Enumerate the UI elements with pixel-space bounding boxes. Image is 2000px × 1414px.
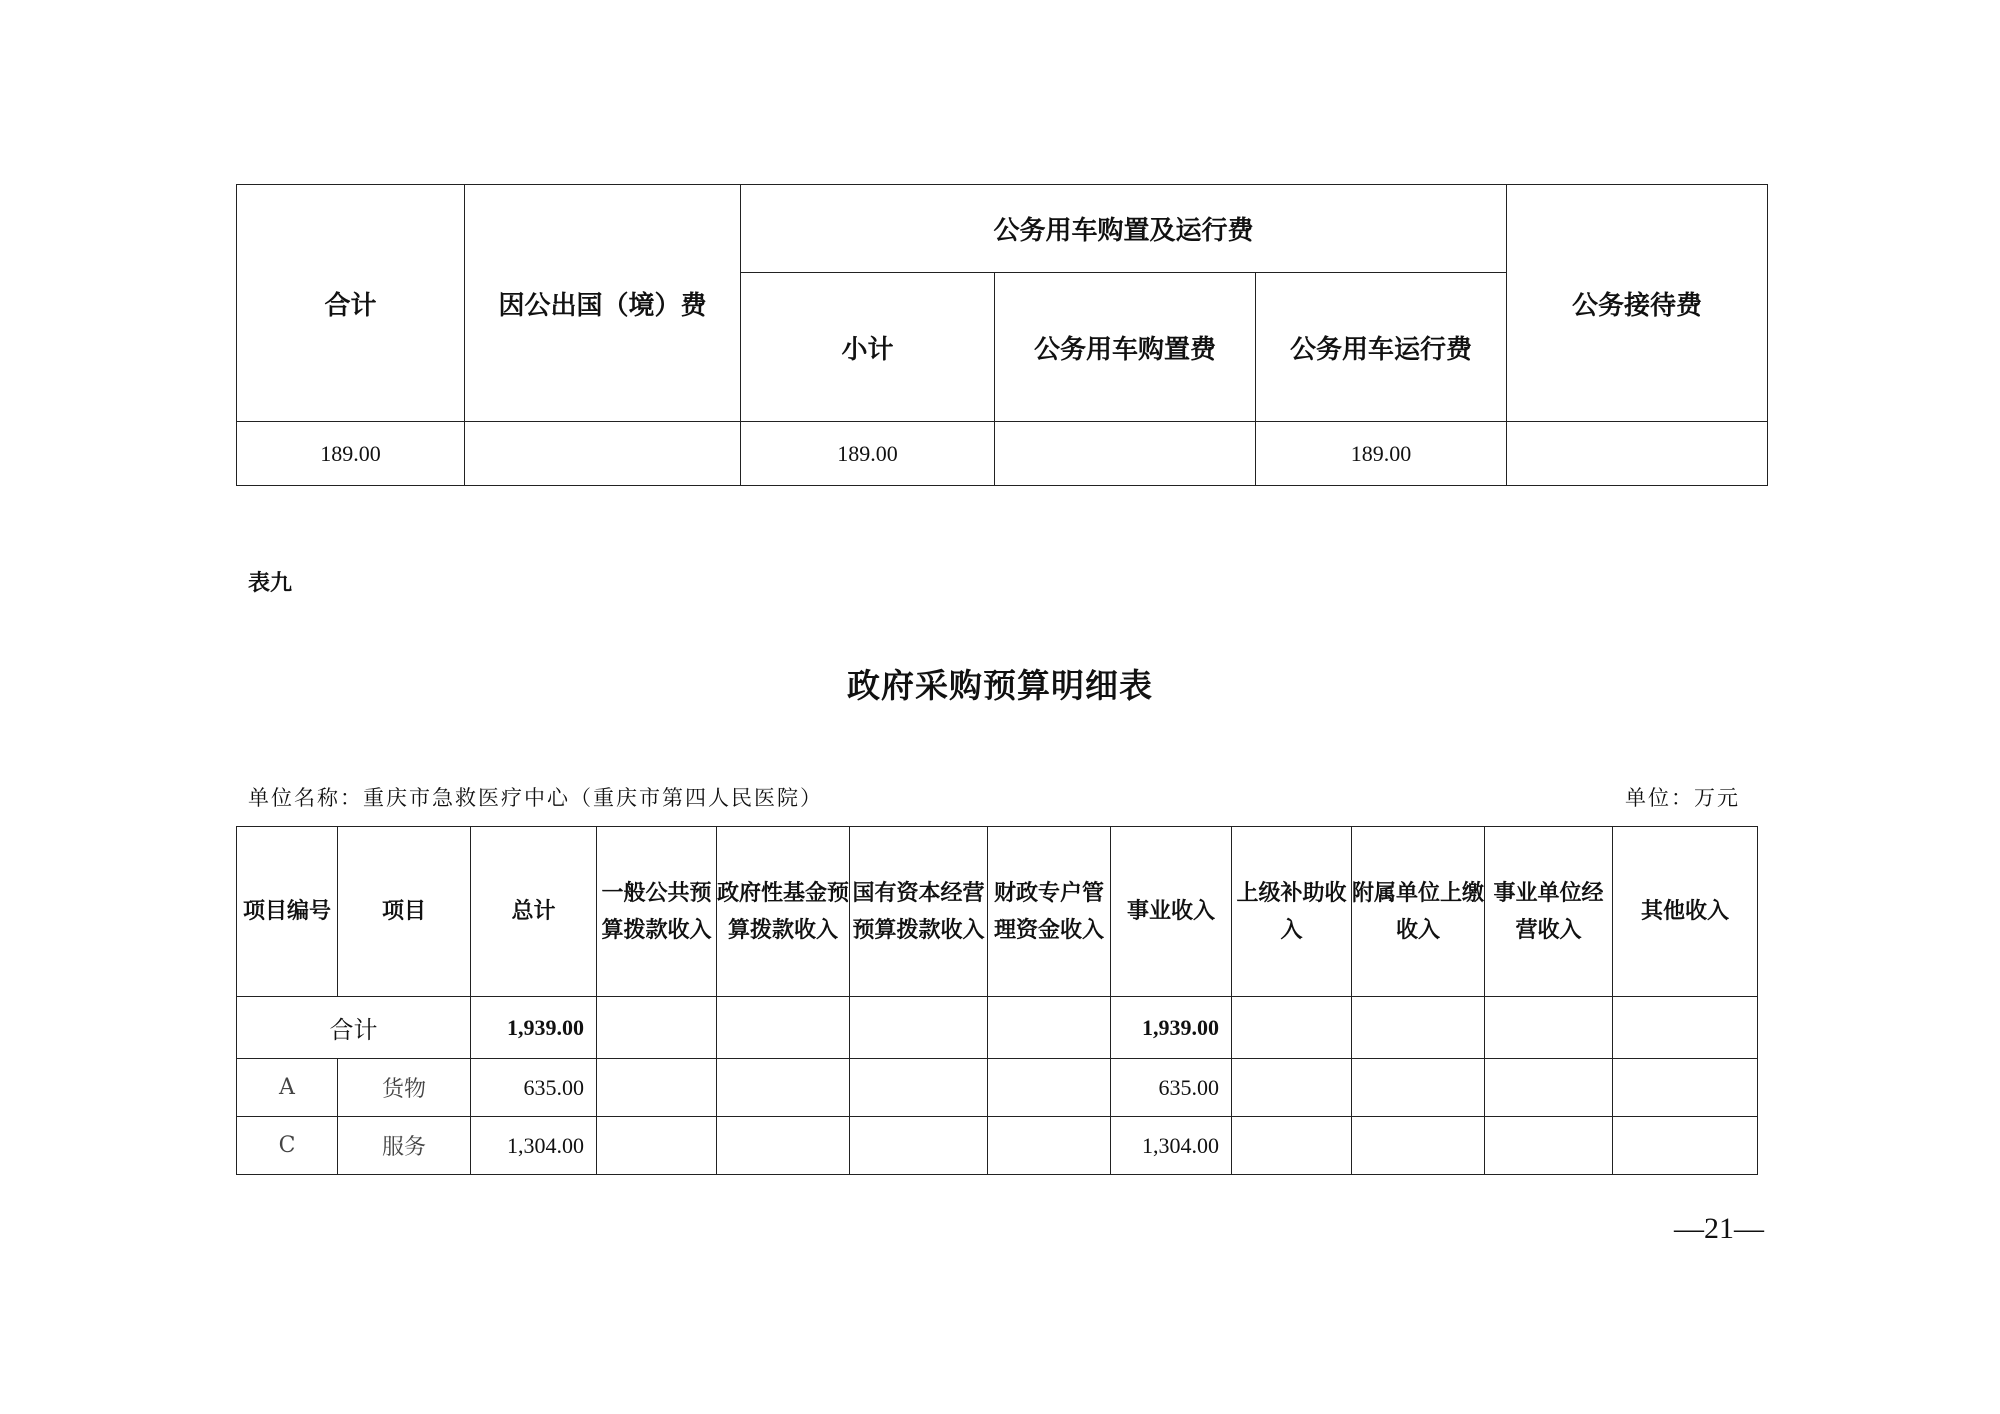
header-code: 项目编号 — [237, 827, 338, 997]
header-state-capital: 国有资本经营预算拨款收入 — [850, 827, 988, 997]
page-title: 政府采购预算明细表 — [847, 666, 1153, 705]
unit-name: 单位名称：重庆市急救医疗中心（重庆市第四人民医院） — [248, 786, 823, 810]
header-subsidy: 上级补助收入 — [1232, 827, 1352, 997]
header-abroad: 因公出国（境）费 — [465, 185, 741, 422]
total-row — [237, 997, 1758, 1059]
header-vehicle-group: 公务用车购置及运行费 — [741, 185, 1507, 273]
cell-abroad — [465, 422, 741, 486]
unit-label: 单位：万元 — [1625, 786, 1740, 810]
row-business: 635.00 — [1111, 1059, 1232, 1117]
header-total: 合计 — [237, 185, 465, 422]
header-item: 项目 — [338, 827, 471, 997]
cell-vehicle-purchase — [995, 422, 1256, 486]
cell-subtotal: 189.00 — [741, 422, 995, 486]
header-subtotal: 小计 — [741, 273, 995, 422]
cell-total: 189.00 — [237, 422, 465, 486]
procurement-budget-table — [236, 826, 1758, 1175]
header-fund: 政府性基金预算拨款收入 — [717, 827, 850, 997]
row-code: C — [237, 1117, 338, 1175]
row-business: 1,304.00 — [1111, 1117, 1232, 1175]
table-label: 表九 — [248, 571, 293, 596]
table-row — [237, 1059, 1758, 1117]
header-vehicle-purchase: 公务用车购置费 — [995, 273, 1256, 422]
total-label: 合计 — [237, 997, 471, 1059]
row-code: A — [237, 1059, 338, 1117]
header-general: 一般公共预算拨款收入 — [597, 827, 717, 997]
table-row — [237, 1117, 1758, 1175]
row-total: 1,304.00 — [471, 1117, 597, 1175]
total-business: 1,939.00 — [1111, 997, 1232, 1059]
header-total: 总计 — [471, 827, 597, 997]
row-item: 货物 — [338, 1059, 471, 1117]
header-operating: 事业单位经营收入 — [1485, 827, 1613, 997]
header-other: 其他收入 — [1613, 827, 1758, 997]
page-number: —21— — [1674, 1212, 1764, 1245]
header-reception: 公务接待费 — [1507, 185, 1768, 422]
header-vehicle-operation: 公务用车运行费 — [1256, 273, 1507, 422]
public-expense-table — [236, 184, 1768, 486]
cell-vehicle-operation: 189.00 — [1256, 422, 1507, 486]
header-affiliated: 附属单位上缴收入 — [1352, 827, 1485, 997]
header-business: 事业收入 — [1111, 827, 1232, 997]
row-item: 服务 — [338, 1117, 471, 1175]
header-special: 财政专户管理资金收入 — [988, 827, 1111, 997]
row-total: 635.00 — [471, 1059, 597, 1117]
cell-reception — [1507, 422, 1768, 486]
total-total: 1,939.00 — [471, 997, 597, 1059]
